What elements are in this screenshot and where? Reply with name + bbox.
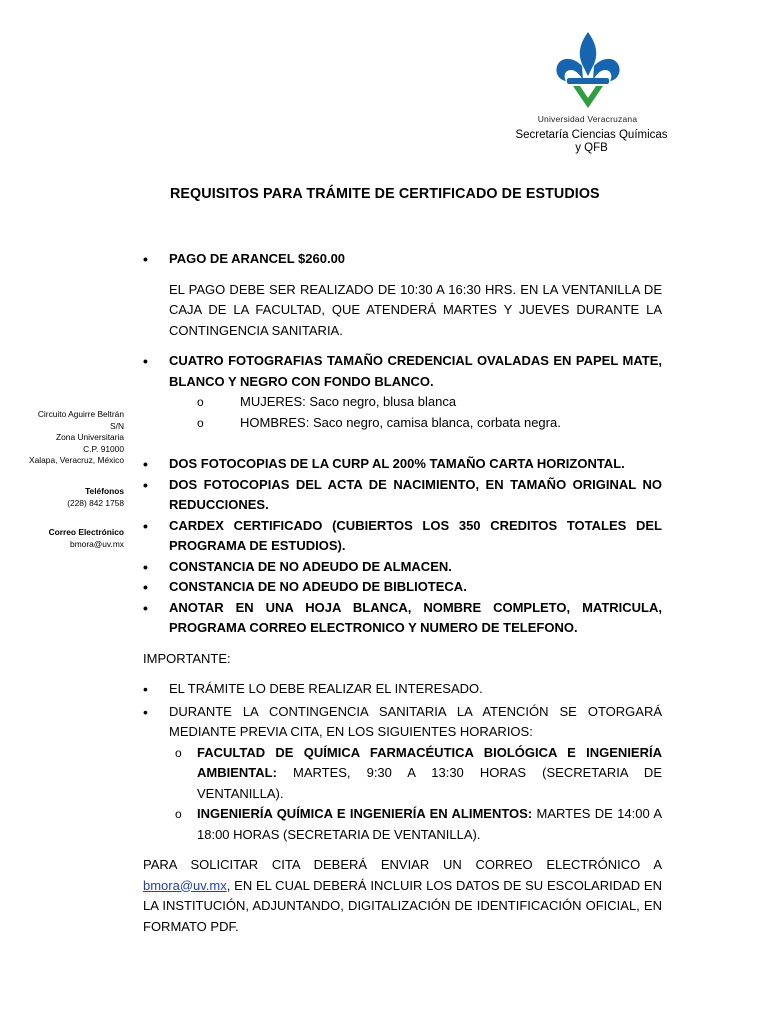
pago-detail: EL PAGO DEBE SER REALIZADO DE 10:30 A 16:30 HRS. EN LA VENTANILLA DE CAJA DE LA FACULTAD, QUE ATENDERÁ MARTES Y JUEVES DURANTE LA CONTINGENCIA SANITARIA. xyxy=(169,281,662,338)
schedule-item-1 xyxy=(143,743,662,805)
email-value: bmora@uv.mx xyxy=(70,538,124,549)
importante-heading: IMPORTANTE: xyxy=(143,650,231,666)
email-label: Correo Electrónico xyxy=(48,527,124,537)
list-item-interesado: • EL TRÁMITE LO DEBE REALIZAR EL INTERESADO. xyxy=(143,679,662,700)
list-item-acta: • DOS FOTOCOPIAS DEL ACTA DE NACIMIENTO, EN TAMAÑO ORIGINAL NO REDUCCIONES. xyxy=(143,475,662,516)
list-item-anotar: • ANOTAR EN UNA HOJA BLANCA, NOMBRE COMPLETO, MATRICULA, PROGRAMA CORREO ELECTRONICO Y NUMERO DE TELEFONO. xyxy=(143,598,662,639)
list-item-cardex: • CARDEX CERTIFICADO (CUBIERTOS LOS 350 CREDITOS TOTALES DEL PROGRAMA DE ESTUDIOS). xyxy=(143,516,662,557)
closing-text-before: PARA SOLICITAR CITA DEBERÁ ENVIAR UN CORREO ELECTRÓNICO A xyxy=(143,857,662,872)
list-item-pago: • PAGO DE ARANCEL $260.00 xyxy=(143,249,662,270)
fleur-de-lis-logo-icon xyxy=(553,28,623,110)
schedule-2-name: INGENIERÍA QUÍMICA E INGENIERÍA EN ALIMENTOS: xyxy=(197,806,533,821)
document-body xyxy=(143,249,662,937)
schedule-item-2 xyxy=(143,804,662,845)
address-line: Xalapa, Veracruz, México xyxy=(29,455,124,466)
address-line: S/N xyxy=(110,420,124,431)
sub-item-hombres: o HOMBRES: Saco negro, camisa blanca, corbata negra. xyxy=(143,413,662,434)
department-line-1: Secretaría Ciencias Químicas xyxy=(515,129,668,141)
list-item-curp: • DOS FOTOCOPIAS DE LA CURP AL 200% TAMAÑO CARTA HORIZONTAL. xyxy=(143,454,662,475)
page-title: REQUISITOS PARA TRÁMITE DE CERTIFICADO DE ESTUDIOS xyxy=(170,186,600,202)
email-link[interactable]: bmora@uv.mx xyxy=(143,877,227,893)
university-name: Universidad Veracruzana xyxy=(537,114,638,124)
list-item-almacen: • CONSTANCIA DE NO ADEUDO DE ALMACEN. xyxy=(143,557,662,578)
list-item-fotos: • CUATRO FOTOGRAFIAS TAMAÑO CREDENCIAL OVALADAS EN PAPEL MATE, BLANCO Y NEGRO CON FONDO BLANCO. xyxy=(143,351,662,392)
sidebar-email xyxy=(0,527,124,550)
address-line: Circuito Aguirre Beltrán xyxy=(37,409,124,419)
address-line: Zona Universitaria xyxy=(56,432,124,443)
department-name xyxy=(513,129,670,155)
schedule-1-time: MARTES, 9:30 A 13:30 HORAS (SECRETARIA DE VENTANILLA). xyxy=(197,765,662,801)
closing-paragraph xyxy=(143,855,662,937)
list-item-contingencia: • DURANTE LA CONTINGENCIA SANITARIA LA ATENCIÓN SE OTORGARÁ MEDIANTE PREVIA CITA, EN LOS SIGUIENTES HORARIOS: xyxy=(143,702,662,743)
schedule-2-time: MARTES DE 14:00 A 18:00 HORAS (SECRETARIA DE VENTANILLA). xyxy=(197,806,662,842)
address-line: C.P. 91000 xyxy=(83,443,124,454)
department-line-2: y QFB xyxy=(575,142,608,154)
phones-value: (228) 842 1758 xyxy=(67,497,124,508)
list-item-biblioteca: • CONSTANCIA DE NO ADEUDO DE BIBLIOTECA. xyxy=(143,577,662,598)
header-logo-block xyxy=(505,28,670,155)
closing-text-after: , EN EL CUAL DEBERÁ INCLUIR LOS DATOS DE SU ESCOLARIDAD EN LA INSTITUCIÓN, ADJUNTANDO, DIGITALIZACIÓN DE IDENTIFICACIÓN OFICIAL, EN FORMATO PDF. xyxy=(143,877,662,934)
schedule-1-name: FACULTAD DE QUÍMICA FARMACÉUTICA BIOLÓGICA E INGENIERÍA AMBIENTAL: xyxy=(197,744,662,780)
sidebar-phones xyxy=(0,486,124,509)
phones-label: Teléfonos xyxy=(85,486,124,496)
sidebar-address xyxy=(0,409,124,467)
sub-item-mujeres: o MUJERES: Saco negro, blusa blanca xyxy=(143,392,662,413)
